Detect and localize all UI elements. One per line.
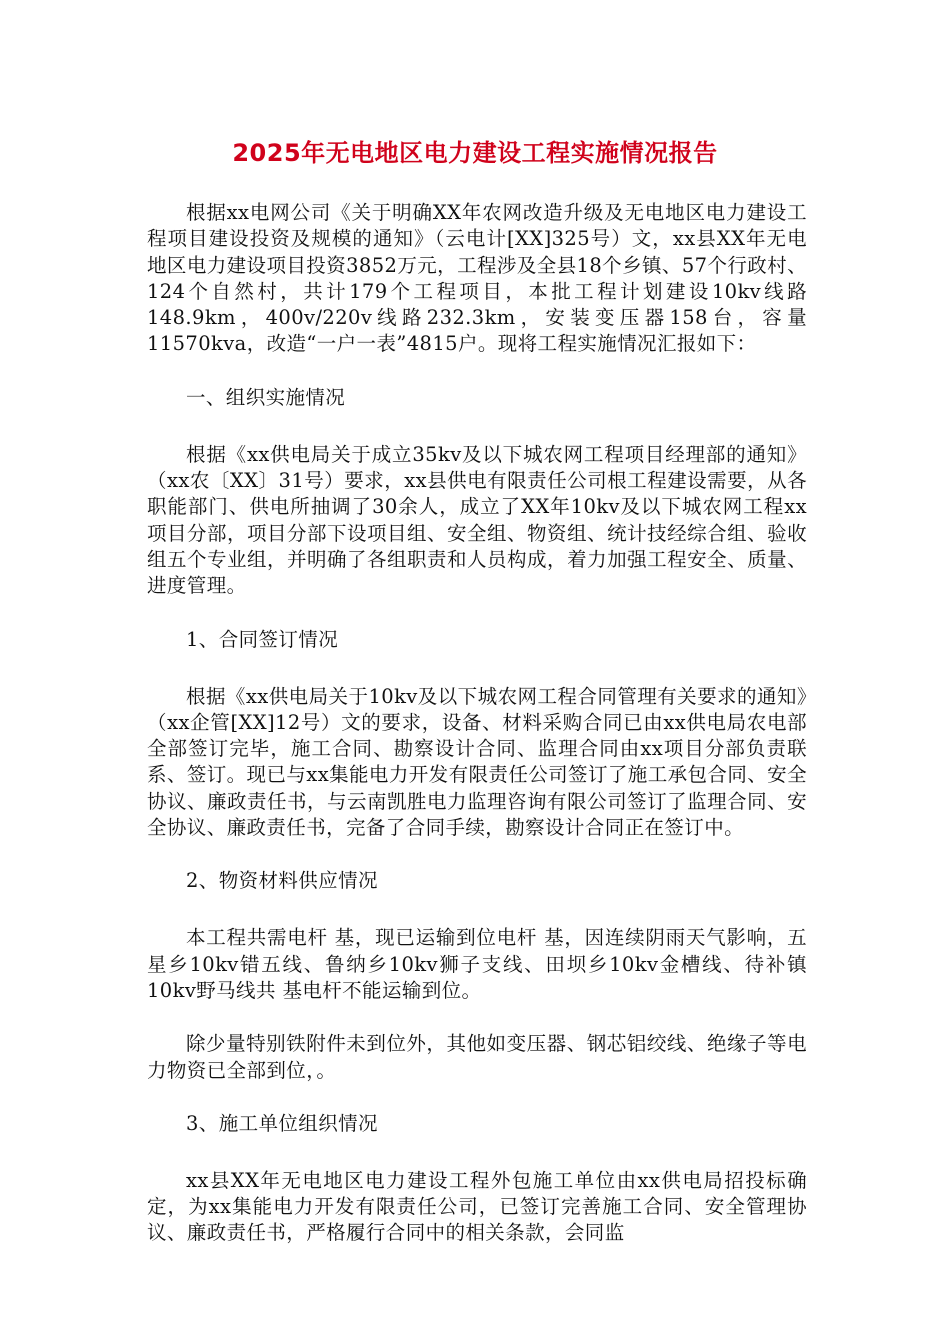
document-title: 2025年无电地区电力建设工程实施情况报告 — [232, 139, 718, 167]
section-heading-materials: 2、物资材料供应情况 — [186, 869, 378, 893]
paragraph-construction: xx县XX年无电地区电力建设工程外包施工单位由xx供电局招投标确定，为xx集能电力开发有限责任公司，已签订完善施工合同、安全管理协议、廉政责任书，严格履行合同中的相关条款，会同监 — [147, 1168, 807, 1245]
section-heading-contracts: 1、合同签订情况 — [186, 627, 339, 651]
document-body — [147, 200, 807, 1274]
paragraph-materials-remaining: 除少量特别铁附件未到位外，其他如变压器、钢芯铝绞线、绝缘子等电力物资已全部到位，。 — [147, 1032, 807, 1082]
paragraph-materials: 本工程共需电杆 基，现已运输到位电杆 基，因连续阴雨天气影响，五星乡10kv错五线、鲁纳乡10kv狮子支线、田坝乡10kv金槽线、待补镇10kv野马线共 基电杆不能运输到位。 — [147, 926, 807, 1002]
paragraph-intro: 根据xx电网公司《关于明确XX年农网改造升级及无电地区电力建设工程项目建设投资及规模的通知》（云电计[XX]325号）文，xx县XX年无电地区电力建设项目投资3852万元，工程涉及全县18个乡镇、57个行政村、124个自然村，共计179个工程项目，本批工程计划建设10kv线路148.9km，400v/220v线路232.3km，安装变压器158台，容量11570kva，改造“一户一表”4815户。现将工程实施情况汇报如下： — [147, 201, 807, 356]
paragraph-contracts: 根据《xx供电局关于10kv及以下城农网工程合同管理有关要求的通知》（xx企管[XX]12号）文的要求，设备、材料采购合同已由xx供电局农电部全部签订完毕，施工合同、勘察设计合同、监理合同由xx项目分部负责联系、签订。现已与xx集能电力开发有限责任公司签订了施工承包合同、安全协议、廉政责任书，与云南凯胜电力监理咨询有限公司签订了监理合同、安全协议、廉政责任书，完备了合同手续，勘察设计合同正在签订中。 — [147, 684, 807, 840]
section-heading-organization: 一、组织实施情况 — [186, 385, 346, 409]
paragraph-organization: 根据《xx供电局关于成立35kv及以下城农网工程项目经理部的通知》（xx农〔XX〕31号）要求，xx县供电有限责任公司根工程建设需要，从各职能部门、供电所抽调了30余人，成立了XX年10kv及以下城农网工程xx项目分部，项目分部下设项目组、安全组、物资组、统计技经综合组、验收组五个专业组，并明确了各组职责和人员构成，着力加强工程安全、质量、进度管理。 — [147, 442, 807, 598]
section-heading-construction: 3、施工单位组织情况 — [186, 1111, 378, 1135]
